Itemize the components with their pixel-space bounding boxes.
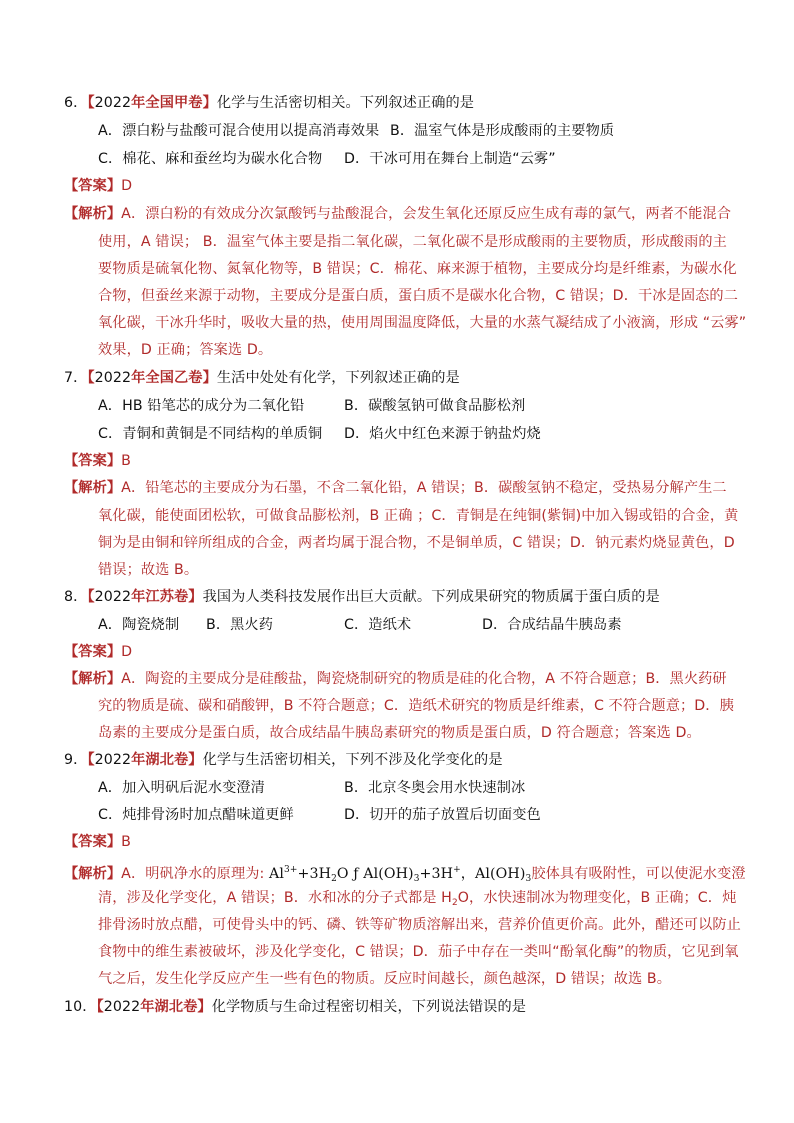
explanation-line: 清，涉及化学变化，A 错误；B．水和冰的分子式都是 $H_2O$，水快速制冰为物理变化，B 正确；C．炖	[98, 890, 737, 908]
question-6-answer	[64, 176, 132, 196]
question-number: 8．	[64, 589, 88, 605]
question-stem: 化学物质与生命过程密切相关，下列说法错误的是	[211, 999, 527, 1015]
source-tag: 【2022年全国乙卷】	[87, 370, 217, 386]
chemical-equation: $Al^{3+}+3H_2O$ ƒ $Al(OH)_3+3H^+$，$Al(OH)_3$	[269, 865, 532, 884]
question-number: 6．	[64, 95, 88, 111]
option-a: A．漂白粉与盐酸可混合使用以提高消毒效果	[98, 123, 380, 139]
option-a: A．加入明矾后泥水变澄清	[98, 780, 265, 796]
option-d: D．合成结晶牛胰岛素	[482, 617, 622, 633]
question-7-options-cd	[98, 424, 541, 444]
explanation-line: 效果，D 正确；答案选 D。	[98, 342, 273, 358]
question-9-options-cd	[98, 805, 541, 825]
option-b: B．北京冬奥会用水快速制冰	[344, 780, 526, 796]
option-d: D．切开的茄子放置后切面变色	[344, 807, 541, 823]
explanation-line: 【解析】A．明矾净水的原理为: $Al^{3+}+3H_2O$ ƒ $Al(OH)_3+3H^+$，$Al(OH)_3$胶体具有吸附性，可以使泥水变澄	[64, 865, 746, 884]
source-tag: 【2022年湖北卷】	[87, 752, 203, 768]
answer-label: 【答案】	[64, 644, 122, 660]
option-a: A．陶瓷烧制	[98, 617, 180, 633]
explanation-line: 究的物质是硫、碳和硝酸钾，B 不符合题意；C．造纸术研究的物质是纤维素，C 不符合题意；D．胰	[98, 698, 734, 714]
explanation-line: 错误；故选 B。	[98, 562, 199, 578]
question-number: 9．	[64, 752, 88, 768]
explanation-line: 【解析】A．漂白粉的有效成分次氯酸钙与盐酸混合，会发生氧化还原反应生成有毒的氯气，两者不能混合	[64, 206, 732, 222]
question-number: 7．	[64, 370, 88, 386]
question-9-options-ab	[98, 778, 525, 798]
option-c: C．棉花、麻和蚕丝均为碳水化合物	[98, 151, 323, 167]
option-d: D．干冰可用在舞台上制造“云雾”	[344, 151, 556, 167]
source-tag: 【2022年全国甲卷】	[87, 95, 217, 111]
explanation-line: 岛素的主要成分是蛋白质，故合成结晶牛胰岛素研究的物质是蛋白质，D 符合题意；答案选 D。	[98, 725, 701, 741]
explanation-label: 【解析】	[64, 866, 122, 882]
explanation-label: 【解析】	[64, 671, 122, 687]
explanation-line: 气之后，发生化学反应产生一些有色的物质。反应时间越长，颜色越深，D 错误；故选 B。	[98, 971, 672, 987]
explanation-line: 【解析】A．陶瓷的主要成分是硅酸盐，陶瓷烧制研究的物质是硅的化合物，A 不符合题意；B．黑火药研	[64, 671, 727, 687]
question-10-stem	[64, 997, 526, 1017]
explanation-line: 食物中的维生素被破坏，涉及化学变化，C 错误；D．茄子中存在一类叫“酚氧化酶”的物质，它见到氧	[98, 944, 739, 960]
explanation-line: 合物，但蚕丝来源于动物，主要成分是蛋白质，蛋白质不是碳水化合物，C 错误；D．干冰是固态的二	[98, 288, 739, 304]
answer-value: D	[121, 178, 133, 194]
question-8-answer	[64, 642, 132, 662]
option-a: A．HB 铅笔芯的成分为二氧化铅	[98, 398, 305, 414]
answer-value: B	[121, 834, 131, 850]
question-stem: 生活中处处有化学，下列叙述正确的是	[216, 370, 460, 386]
option-b: B．温室气体是形成酸雨的主要物质	[390, 123, 615, 139]
option-c: C．炖排骨汤时加点醋味道更鲜	[98, 807, 294, 823]
explanation-line: 铜为是由铜和锌所组成的合金，两者均属于混合物，不是铜单质，C 错误；D．钠元素灼烧显黄色，D	[98, 535, 735, 551]
explanation-label: 【解析】	[64, 206, 122, 222]
explanation-label: 【解析】	[64, 480, 122, 496]
explanation-line: 氧化碳，干冰升华时，吸收大量的热，使用周围温度降低，大量的水蒸气凝结成了小液滴，形成 “云雾”	[98, 315, 747, 331]
option-c: C．青铜和黄铜是不同结构的单质铜	[98, 426, 323, 442]
question-stem: 化学与生活密切相关，下列不涉及化学变化的是	[202, 752, 503, 768]
question-6-options-ab	[98, 121, 614, 141]
question-7-answer	[64, 451, 131, 471]
source-tag: 【2022年湖北卷】	[96, 999, 212, 1015]
explanation-line: 氧化碳，能使面团松软，可做食品膨松剂，B 正确 ；C．青铜是在纯铜(紫铜)中加入锡或铅的合金，黄	[98, 508, 739, 524]
question-stem: 化学与生活密切相关。下列叙述正确的是	[216, 95, 475, 111]
question-7-options-ab	[98, 396, 525, 416]
answer-label: 【答案】	[64, 453, 122, 469]
source-tag: 【2022年江苏卷】	[87, 589, 203, 605]
question-8-options	[98, 615, 622, 635]
question-6-stem	[64, 93, 474, 113]
question-7-stem	[64, 368, 460, 388]
explanation-line: 【解析】A．铅笔芯的主要成分为石墨，不含二氧化铅，A 错误；B．碳酸氢钠不稳定，受热易分解产生二	[64, 480, 727, 496]
question-stem: 我国为人类科技发展作出巨大贡献。下列成果研究的物质属于蛋白质的是	[202, 589, 660, 605]
explanation-line: 排骨汤时放点醋，可使骨头中的钙、磷、铁等矿物质溶解出来，营养价值更价高。此外，醋还可以防止	[98, 917, 741, 933]
answer-value: D	[121, 644, 133, 660]
option-d: D．焰火中红色来源于钠盐灼烧	[344, 426, 541, 442]
explanation-line: 要物质是硫氧化物、氮氧化物等，B 错误；C．棉花、麻来源于植物，主要成分均是纤维素，为碳水化	[98, 261, 737, 277]
question-9-answer	[64, 832, 131, 852]
answer-label: 【答案】	[64, 834, 122, 850]
question-9-stem	[64, 750, 503, 770]
option-c: C．造纸术	[344, 617, 412, 633]
option-b: B．黑火药	[206, 617, 273, 633]
answer-label: 【答案】	[64, 178, 122, 194]
explanation-line: 使用，A 错误； B．温室气体主要是指二氧化碳，二氧化碳不是形成酸雨的主要物质，形成酸雨的主	[98, 234, 727, 250]
question-number: 10．	[64, 999, 97, 1015]
option-b: B．碳酸氢钠可做食品膨松剂	[344, 398, 526, 414]
question-6-options-cd	[98, 149, 556, 169]
question-8-stem	[64, 587, 660, 607]
answer-value: B	[121, 453, 131, 469]
